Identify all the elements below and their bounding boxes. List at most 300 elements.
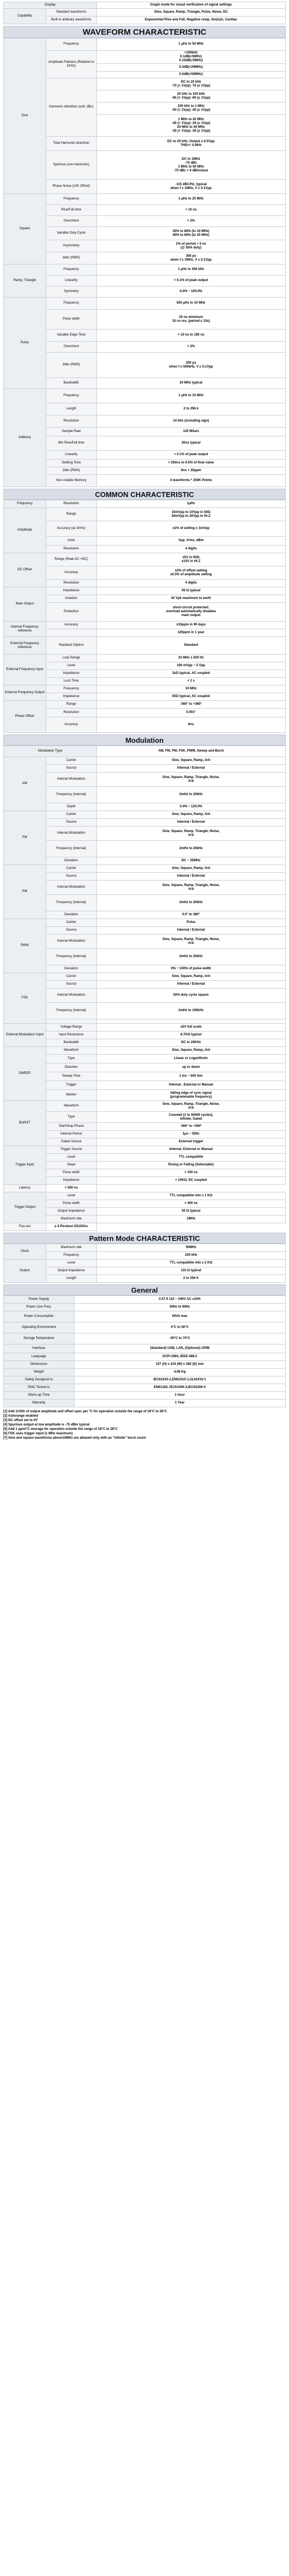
spec-value (96, 310, 285, 330)
spec-value (96, 64, 285, 72)
sub-label: Resolution (46, 415, 96, 428)
sub-label: Deviation (46, 965, 96, 973)
spec-value: 1 μHz to 25 MHz (96, 194, 285, 205)
spec-value: 110 Ω typical (96, 1267, 285, 1275)
spec-value (96, 252, 285, 264)
cell-line: Arb (188, 941, 194, 945)
spec-row (4, 622, 286, 629)
spec-value: DC ~ 25MHz (96, 857, 285, 865)
spec-value: 1μHz (96, 500, 285, 508)
sub-label: Variable Edge Time (46, 330, 96, 342)
spec-row (4, 757, 286, 765)
sub-label: Impedance (46, 587, 96, 595)
common-table (3, 500, 286, 733)
general-header: General (3, 1284, 286, 1295)
spec-row (4, 927, 286, 935)
spec-row (4, 342, 286, 353)
sub-label: Level (46, 1192, 96, 1200)
cell-line: 20 ns minimum (179, 315, 203, 319)
spec-row (4, 1361, 286, 1369)
spec-value: 1 μHz to 50 MHz (96, 39, 285, 51)
spec-value: 10 MHz (96, 685, 285, 693)
spec-value: Linear or Logarithmic (96, 1055, 285, 1063)
spec-row (4, 787, 286, 803)
spec-row (4, 403, 286, 415)
spec-value: 2mHz to 20kHz (96, 895, 285, 911)
spec-value (96, 115, 285, 137)
spec-row (4, 1081, 286, 1090)
group-label: Warranty (4, 1400, 74, 1407)
footnote: [5] Add 1 ppm/°C average for operation outside the range of 18°C to 28°C (3, 1428, 118, 1431)
spec-value: External trigger (96, 1138, 285, 1146)
sub-label: Frequency (Internal) (46, 895, 96, 911)
spec-row (4, 310, 286, 330)
sub-label: Pulse width (46, 1200, 96, 1208)
sub-label: Resolution (46, 709, 96, 717)
sub-label: Min Rise/Fall time (46, 436, 96, 451)
sub-label: Frequency (Internal) (46, 787, 96, 803)
spec-value: Vpp, Vrms, dBm (96, 537, 285, 546)
spec-value (96, 78, 285, 90)
spec-row (4, 78, 286, 90)
spec-row (4, 873, 286, 881)
spec-row (4, 475, 286, 487)
cell-line: 10 ns res. (period ≤ 10s) (172, 319, 210, 323)
cell-line: DC to 1MHz (182, 157, 200, 161)
spec-value: < 10 ns to 100 ns (96, 330, 285, 342)
footnote: [6] FSK uses trigger input (1 MHz maximum) (3, 1432, 73, 1435)
spec-value (96, 90, 285, 102)
group-label: Output (4, 1260, 46, 1283)
spec-row (4, 881, 286, 895)
sub-label: Overshoot (46, 216, 96, 227)
spec-value: ±1% of setting ± 1mVpp (96, 521, 285, 537)
sub-label: Carrier (46, 919, 96, 927)
sub-label: Source (46, 873, 96, 881)
cell-line: <100kHz (184, 51, 198, 55)
spec-row (4, 1311, 286, 1322)
cell-line: when f ≥ 1MHz, V ≥ 0.1Vpp (170, 186, 212, 190)
sub-label: Carrier (46, 811, 96, 819)
spec-row (4, 330, 286, 342)
spec-row (4, 595, 286, 603)
sub-label: Direction (46, 1063, 96, 1072)
spec-row (4, 1296, 286, 1304)
spec-value: 0.0° to 360° (96, 911, 285, 919)
group-label: Interface (4, 1344, 74, 1353)
spec-value (96, 1090, 285, 1101)
group-label: Frequency (4, 500, 46, 508)
group-label: Power Consumption (4, 1311, 74, 1322)
spec-value (96, 566, 285, 580)
spec-row (4, 1208, 286, 1216)
spec-value: 30ns typical (96, 436, 285, 451)
sub-label: Spurious (non-harmonic) (46, 151, 96, 180)
spec-value: ±20ppm in 1 year (96, 629, 285, 637)
sub-label: Deviation (46, 911, 96, 919)
spec-row (4, 827, 286, 841)
sub-label: Output Impedance (46, 1267, 96, 1275)
sub-label: Frequency (46, 389, 96, 403)
spec-row (4, 353, 286, 378)
general-table (3, 1295, 286, 1407)
waveform-header: WAVEFORM CHARACTERISTIC (3, 26, 286, 38)
spec-row (4, 1216, 286, 1223)
sub-label: Asymmetry (46, 240, 96, 252)
cell-line: DC to 20 kHz, Output ≥ 0.5Vpp (167, 139, 215, 143)
footnote: [3] DC offset set to 0V (3, 1419, 38, 1422)
sub-label (46, 1019, 96, 1024)
sub-label: Impedance (46, 1177, 96, 1185)
sub-label: Internal Modulation (46, 935, 96, 949)
spec-row (4, 1047, 286, 1055)
spec-row (4, 2, 286, 9)
sub-label: Deviation (46, 857, 96, 865)
spec-value: Sine, Square, Ramp, Arb (96, 1047, 285, 1055)
group-label: External Modulation Input (4, 1024, 46, 1047)
spec-value: Internal / External (96, 765, 285, 773)
spec-row (4, 1200, 286, 1208)
sub-label: Pulse width (46, 310, 96, 330)
spec-value: SCPI-1993, IEEE-488.2 (74, 1353, 286, 1361)
spec-value: 2mHz to 20kHz (96, 949, 285, 965)
spec-value: Sine, Square, Ramp, Triangle, Pulse, Noise, DC (96, 9, 285, 17)
footnotes (3, 1409, 286, 1440)
cell-line: Sine, Square, Ramp, Triangle, Noise, (162, 937, 220, 941)
sub-label: Frequency (46, 298, 96, 310)
group-label: FM (4, 811, 46, 865)
sub-label: Marker (46, 1090, 96, 1101)
sub-label: Input Resistance (46, 1032, 96, 1039)
spec-value: 2 to 256 K (96, 1275, 285, 1283)
spec-row (4, 911, 286, 919)
spec-row (4, 227, 286, 240)
spec-value: 2 to 256 k (96, 403, 285, 415)
sub-label: Sweep Time (46, 1072, 96, 1081)
cell-line: 1 MHz to 20 MHz (178, 117, 204, 121)
sub-label: Linearity (46, 276, 96, 287)
spec-row (4, 1063, 286, 1072)
spec-value: 8ns (96, 717, 285, 733)
spec-value: ≤ 4 Picotest G5100As (46, 1223, 96, 1231)
spec-value: 42 Vpk maximum to earth (96, 595, 285, 603)
sub-label: Maximum rate (46, 1216, 96, 1223)
spec-value: 2mHz to 20kHz (96, 841, 285, 857)
spec-value: 1 μHz to 300 kHz (96, 264, 285, 276)
spec-value: 0.001° (96, 709, 285, 717)
sub-label: Slope (46, 1162, 96, 1169)
spec-row (4, 662, 286, 670)
cell-line: 20mVpp to 20Vpp in Hi-Z (171, 514, 211, 518)
spec-row (4, 1138, 286, 1146)
sub-label: Linearity (46, 451, 96, 460)
spec-row (4, 1003, 286, 1019)
spec-value: TTL compatible into ≥ 1 KΩ (96, 1192, 285, 1200)
spec-value (96, 1112, 285, 1123)
spec-row (4, 436, 286, 451)
spec-value: Graph mode for visual verification of signal settings (96, 2, 285, 9)
sub-label: Output Impedance (46, 1208, 96, 1216)
group-label: Trigger Output (4, 1192, 46, 1223)
spec-value: TTL compatible into ≥ 2 KΩ (96, 1260, 285, 1267)
group-label: Amplitude (4, 508, 46, 553)
cell-line: 20 MHz to 50 MHz (177, 125, 205, 129)
sub-label: Frequency (46, 39, 96, 51)
group-label: EMC Tested to (4, 1384, 74, 1392)
spec-row (4, 1376, 286, 1384)
group-label: PWM (4, 919, 46, 973)
spec-value (96, 827, 285, 841)
sub-label: Source (46, 927, 96, 935)
spec-row (4, 1369, 286, 1376)
spec-value: > 400 ns (96, 1200, 285, 1208)
sub-label: Frequency (46, 685, 96, 693)
spec-row (4, 17, 286, 24)
spec-row (4, 1019, 286, 1024)
sub-label: Accuracy (46, 717, 96, 733)
spec-row (4, 919, 286, 927)
spec-row (4, 1177, 286, 1185)
spec-row (4, 841, 286, 857)
spec-value: 100 mVpp ~ 5 Vpp (96, 662, 285, 670)
spec-row (4, 1123, 286, 1131)
spec-value: Internal / External (96, 927, 285, 935)
sub-label: Lock Range (46, 655, 96, 662)
spec-value: < 250ns to 0.5% of final value (96, 460, 285, 467)
spec-row (4, 240, 286, 252)
top-table (3, 2, 286, 24)
spec-value: < 500 ns (46, 1185, 96, 1192)
spec-value: (Standard) USB, LAN, (Optional) GPIB (74, 1344, 286, 1353)
spec-value (96, 553, 285, 566)
spec-row (4, 811, 286, 819)
spec-value: 50 Ω typical (96, 587, 285, 595)
spec-row (4, 803, 286, 811)
cell-line: ±2% of offset setting (175, 569, 208, 573)
spec-value: 0°C to 50°C (74, 1322, 286, 1333)
spec-row (4, 137, 286, 151)
spec-row (4, 508, 286, 521)
cell-line: 1 MHz to 50 MHz (178, 165, 204, 169)
cell-line: when f ≥ 500kHz, V ≥ 0.1Vpp (169, 365, 213, 369)
group-label: External Frequency Input (4, 655, 46, 685)
spec-value: 1 hour (74, 1392, 286, 1400)
sub-label: Level (46, 1260, 96, 1267)
group-label: Safety Designed to (4, 1376, 74, 1384)
sub-label: Frequency (46, 264, 96, 276)
spec-row (4, 298, 286, 310)
spec-row (4, 546, 286, 553)
sub-label: Sample Rate (46, 428, 96, 436)
sub-label: Built-in arbitrary waveforms (46, 17, 96, 24)
cell-line: Counted (1 to 50000 cycles), (168, 1113, 214, 1117)
group-label: Phase Offset (4, 701, 46, 733)
spec-value: Internal / External (96, 981, 285, 989)
cell-line: 0.15dB(<5MHz) (179, 59, 203, 62)
spec-value: 2mHz to 100kHz (96, 1003, 285, 1019)
spec-value: Sine, Square, Ramp, Arb (96, 757, 285, 765)
spec-row (4, 151, 286, 180)
group-label: Internal Frequency reference (4, 622, 46, 637)
spec-value: -360° to +360° (96, 1123, 285, 1131)
cell-line: -65 (< 1Vpp) -60 (≥ 1Vpp) (172, 96, 210, 100)
spec-row (4, 1322, 286, 1333)
spec-value: 1 ms ~ 500 Sec (96, 1072, 285, 1081)
spec-value: Internal / External (96, 819, 285, 827)
cell-line: Arb (188, 833, 194, 837)
spec-row (4, 1169, 286, 1177)
spec-row (4, 1304, 286, 1311)
cell-line: 0.3dB(<20MHz) (179, 66, 203, 69)
cell-line: overload automatically disables (166, 610, 216, 613)
sub-label: Accuracy (at 1KHz) (46, 521, 96, 537)
spec-value: 107 (H) x 224 (W) x 380 (D) mm (74, 1361, 286, 1369)
sub-label: Impedance (46, 693, 96, 701)
cell-line: Sine, Square, Ramp, Triangle, Noise, (162, 829, 220, 833)
spec-value: < 0.1% of peak output (96, 451, 285, 460)
spec-value: > 10KΩ, DC coupled (96, 1177, 285, 1185)
sub-label: Waveform (46, 1101, 96, 1112)
spec-row (4, 252, 286, 264)
spec-row (4, 1055, 286, 1063)
spec-row (4, 965, 286, 973)
cell-line: Arb (188, 779, 194, 783)
spec-row (4, 180, 286, 194)
sub-label: Gated Source (46, 1138, 96, 1146)
group-label: Clock (4, 1244, 46, 1260)
spec-value (96, 151, 285, 180)
spec-value (96, 881, 285, 895)
spec-row (4, 264, 286, 276)
spec-value: 1 Year (74, 1400, 286, 1407)
spec-value: Internal , External or Manual (96, 1081, 285, 1090)
spec-row (4, 765, 286, 773)
sub-label: Impedance (46, 670, 96, 678)
cell-line: Sine, Square, Ramp, Triangle, Noise, (162, 775, 220, 779)
cell-line: falling edge of sync signal (170, 1091, 212, 1095)
sub-label: Protection (46, 603, 96, 622)
spec-row (4, 287, 286, 298)
group-label: External Frequency reference (4, 637, 46, 655)
spec-value: 50 Ω typical (96, 1208, 285, 1216)
cell-line: 300 ps (186, 254, 197, 258)
spec-row (4, 819, 286, 827)
cell-line: 0.1dB(<5MHz) (180, 55, 202, 58)
sub-label: Total Harmonic distortion (46, 137, 96, 151)
spec-row (4, 1344, 286, 1353)
sub-label: Internal Modulation (46, 827, 96, 841)
sub-label: Range (Peak AC +DC) (46, 553, 96, 566)
cell-line: 10mVpp to 10Vpp in 50Ω (171, 510, 211, 514)
spec-row (4, 1032, 286, 1039)
spec-row (4, 629, 286, 637)
spec-value: Exponential Rise and Fall, Negative ramp, Sin(x)/x, Cardiac (96, 17, 285, 24)
spec-value: 1kΩ typical, AC coupled (96, 670, 285, 678)
spec-row (4, 39, 286, 51)
spec-row (4, 378, 286, 389)
cell-line: (programmable frequency) (170, 1095, 212, 1099)
sub-label: Carrier (46, 973, 96, 981)
spec-value: 0.0% ~ 100.0% (96, 287, 285, 298)
sub-label: Waveform (46, 1047, 96, 1055)
sub-label: Frequency (46, 194, 96, 205)
spec-value: EN61326, IEC61000-3,IEC61000-4 (74, 1384, 286, 1392)
sub-label: Level (46, 1154, 96, 1162)
cell-line: -115 dBC/Hz, typical (175, 182, 207, 186)
sub-label: Source (46, 765, 96, 773)
footnote: [7] Sine and square waveforms above10MHz are allowed only with an "infinite" burst count (3, 1436, 146, 1440)
group-label: Power Supply (4, 1296, 74, 1304)
sub-label: Internal Modulation (46, 881, 96, 895)
pattern-header: Pattern Mode CHARACTERISTIC (3, 1233, 286, 1244)
spec-value: 1μs ~ 500s (96, 1131, 285, 1138)
spec-value: 8.7KΩ typical (96, 1032, 285, 1039)
spec-row (4, 51, 286, 64)
sub-label: Accuracy (46, 566, 96, 580)
spec-value: TTL compatible (96, 1154, 285, 1162)
spec-value (96, 353, 285, 378)
sub-label: Bandwidth (46, 378, 96, 389)
sub-label: Phase Noise (10K Offset) (46, 180, 96, 194)
sub-label: Fan-out (4, 1223, 46, 1231)
spec-row (4, 587, 286, 595)
spec-value (96, 603, 285, 622)
spec-row (4, 1154, 286, 1162)
sub-label: Internal Modulation (46, 773, 96, 787)
sub-label: Type (46, 1112, 96, 1123)
spec-value (96, 1101, 285, 1112)
spec-value: Pulse (96, 919, 285, 927)
group-label: Weight (4, 1369, 74, 1376)
sub-label: Variable Duty Cycle (46, 227, 96, 240)
sub-label: Frequency (46, 1252, 96, 1260)
spec-value: 14 bits (including sign) (96, 415, 285, 428)
group-label: Sine (4, 39, 46, 194)
spec-value (96, 137, 285, 151)
waveform-table (3, 38, 286, 487)
sub-label: Bandwidth (46, 1039, 96, 1047)
spec-value: up or down (96, 1063, 285, 1072)
spec-row (4, 701, 286, 709)
spec-row (4, 389, 286, 403)
spec-value: 125 MSa/s (96, 428, 285, 436)
group-label: SWEEP (4, 1047, 46, 1101)
spec-value: 50MHz (96, 1244, 285, 1252)
sub-label: Start/Stop Phase (46, 1123, 96, 1131)
group-label: Operating Environment (4, 1322, 74, 1333)
sub-label: Source (46, 819, 96, 827)
spec-value (96, 240, 285, 252)
sub-label: Jitter (RMS) (46, 353, 96, 378)
sub-label: Jitter (RMS) (46, 252, 96, 264)
group-label: FSK (4, 973, 46, 1024)
pattern-table (3, 1244, 286, 1283)
cell-line: Arb (188, 887, 194, 891)
group-label: Power Line Freq. (4, 1304, 74, 1311)
spec-row (4, 216, 286, 227)
group-label: PM (4, 865, 46, 919)
sub-label: Frequency (Internal) (46, 949, 96, 965)
cell-line: 40% to 60% (to 25 MHz) (172, 233, 210, 237)
sub-label: Range (46, 701, 96, 709)
cell-line: (@ 50% duty) (181, 246, 201, 250)
spec-row (4, 678, 286, 685)
cell-line: DC to 20 kHz (181, 80, 201, 84)
spec-value: 1 μHz to 10 MHz (96, 389, 285, 403)
spec-value: 500 μHz to 10 MHz (96, 298, 285, 310)
spec-row (4, 1146, 286, 1154)
group-label: Square (4, 194, 46, 264)
